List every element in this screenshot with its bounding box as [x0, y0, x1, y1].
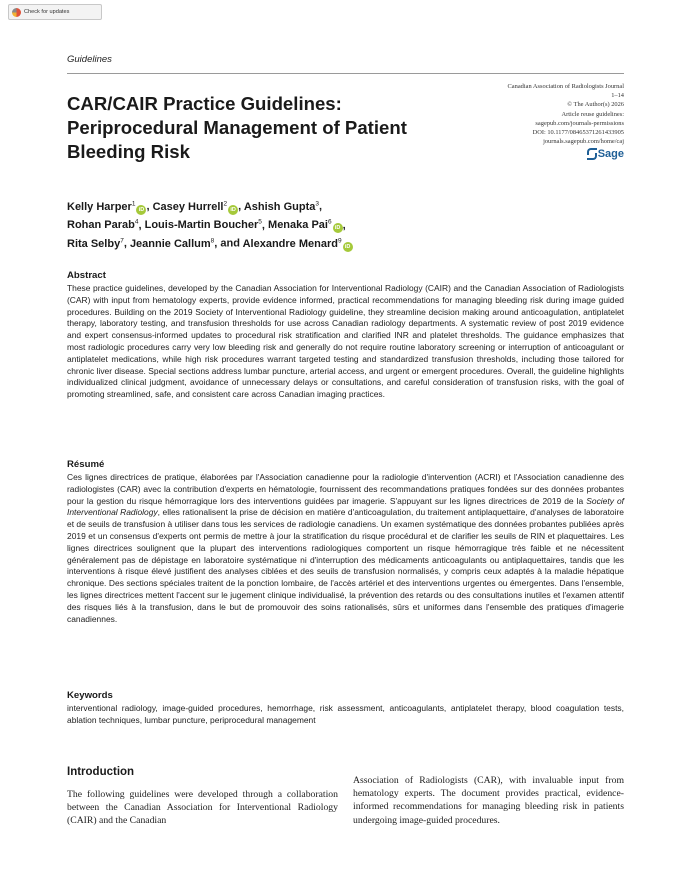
author-name: Rita Selby — [67, 237, 121, 250]
reuse-link[interactable]: sagepub.com/journals-permissions — [535, 119, 624, 127]
author-name: Casey Hurrell — [152, 200, 224, 213]
author-affiliation: 5 — [258, 218, 262, 226]
author-name: Alexandre Menard — [242, 237, 338, 250]
article-title: CAR/CAIR Practice Guidelines: Periprocedural Management of Patient Bleeding Risk — [67, 93, 407, 162]
author — [244, 201, 319, 213]
keywords-text: interventional radiology, image-guided procedures, hemorrhage, risk assessment, anticoagulants, antiplatelet therapy, blood coagulation tests, ablation techniques, lumbar puncture, periprocedural management — [67, 703, 624, 725]
orcid-icon[interactable]: iD — [333, 223, 343, 233]
author — [268, 219, 343, 231]
author-affiliation: 7 — [120, 237, 124, 245]
resume-text — [67, 472, 624, 625]
copyright: © The Author(s) 2026 — [567, 101, 624, 109]
author-name: Menaka Pai — [268, 219, 328, 232]
resume-text-italic: Society of Interventional Radiology — [67, 495, 625, 518]
author-affiliation: 4 — [134, 218, 139, 226]
author — [130, 238, 214, 250]
author-affiliation: 2 — [223, 200, 228, 207]
author — [67, 201, 146, 213]
author — [243, 238, 353, 250]
journal-name: Canadian Association of Radiologists Journal — [507, 83, 624, 90]
author-affiliation: 6 — [327, 218, 332, 226]
orcid-icon[interactable]: iD — [343, 242, 353, 252]
check-updates-icon — [12, 8, 21, 17]
sage-logo — [586, 148, 624, 160]
author-name: Jeannie Callum — [129, 237, 211, 250]
introduction-column-2: Association of Radiologists (CAR), with invaluable input from hematology experts. The document provides practical, evidence-informed recommendations for managing bleeding risk in patients undergoing image-guided procedures. — [353, 775, 624, 826]
introduction-heading: Introduction — [67, 766, 135, 778]
author — [145, 219, 262, 231]
author-name: Ashish Gupta — [243, 200, 316, 213]
author — [67, 238, 124, 250]
header-divider — [67, 73, 624, 74]
check-for-updates-label: Check for updates — [24, 9, 70, 15]
sage-s-icon — [586, 148, 596, 160]
author-affiliation: 8 — [210, 237, 215, 245]
author-list: Kelly Harper$^1$iD , Casey Hurrell$^2$iD , Ashish Gupta$^3$, Rohan Parab$^4$, Louis-Martin Boucher$^5$, Menaka Pai$^6$iD , Rita Selby$^7$, Jeannie Callum$^8$, and Alexandre Menard$^9$iD — [67, 196, 467, 252]
author — [153, 201, 239, 213]
reuse-label: Article reuse guidelines: — [561, 110, 624, 118]
journal-link[interactable]: journals.sagepub.com/home/caj — [543, 138, 624, 146]
doi-link[interactable]: DOI: 10.1177/08465371261433905 — [532, 129, 624, 137]
journal-pages: 1–14 — [611, 92, 624, 100]
resume-text-part-2: , elles rationalisent la prise de décision en matière d'anticoagulation, du traitement antiplaquettaire, d'analyses de laboratoire et de seuils de transfusion à utiliser dans tous les services de radiologie canadiens. Un examen systématique des données probantes publiées après 2019 et un consensus d'experts ont permis de mettre à jour la stratification du risque procédural et de clarifier les seuils de RIN et plaquettaires. Les lignes directrices soulignent que la plupart des interventions radiologiques comportent un risque hémorragique très faible et ne nécessitent généralement pas de dépistage en laboratoire systématique ni d'interruption des médicaments anticoagulants ou antiplaquettaires, tandis que les interventions à risque élevé justifient des analyses ciblées et des seuils de transfusion normalisés, y compris ceux adaptés à la maladie hépatique chronique. Des sections spéciales traitent de la ponction lombaire, de l'accès artériel et des interventions urgentes ou émergentes. Dans l'ensemble, les lignes directrices mettent l'accent sur le jugement clinique individualisé, la prévention des retards ou des consultations inutiles et l'examen attentif des risques liés à la transfusion, dans le but de promouvoir des soins rationalisés, sûrs et uniformes dans l'ensemble des pratiques d'imagerie canadiennes. — [67, 507, 624, 624]
orcid-icon[interactable]: iD — [228, 205, 238, 215]
author-name: Louis-Martin Boucher — [144, 219, 259, 232]
author-affiliation: 1 — [131, 200, 136, 207]
abstract-text: These practice guidelines, developed by the Canadian Association for Interventional Radiology (CAIR) and the Canadian Association of Radiologists (CAR) with input from hematology experts, provide evidence informed, practical recommendations for managing bleeding risk during image guided procedures. Building on the 2019 Society of Interventional Radiology guideline, they streamline decision making around anticoagulation, antiplatelet therapy, laboratory testing, and transfusion thresholds for use across Canadian radiology departments. A systematic review of post 2019 evidence and expert consensus-informed updates to procedural risk stratification and clarified INR and platelet thresholds. The guidance emphasizes that most radiologic procedures carry very low bleeding risk and generally do not require routine laboratory screening or interruption of anticoagulant or antiplatelet medications, while high risk procedures warrant targeted testing and standardized transfusion thresholds, including those tailored for chronic liver disease. Special sections address lumbar puncture, arterial access, and urgent or emergent procedures. Overall, the guideline highlights individualized clinical judgment, avoidance of unnecessary delays or consultations, and careful consideration of transfusion risks, with the goal of promoting streamlined, safe, and consistent care across Canadian imaging practices. — [67, 283, 624, 400]
abstract-heading: Abstract — [67, 270, 106, 281]
check-for-updates-button[interactable] — [8, 4, 102, 20]
author-affiliation: 3 — [315, 200, 319, 207]
keywords-heading: Keywords — [67, 690, 113, 701]
resume-text-part-1: Ces lignes directrices de pratique, élaborées par l'Association canadienne pour la radiologie d'intervention (ACRI) et l'Association canadienne des radiologistes (CAR) avec la contribution d'experts en hématologie, fournissent des recommandations pratiques fondées sur des données probantes pour la gestion du risque hémorragique lors des interventions guidées par imagerie. S'appuyant sur les lignes directrices de 2019 de la — [67, 472, 624, 506]
introduction-column-1: The following guidelines were developed through a collaboration between the Canadian Association for Interventional Radiology (CAIR) and the Canadian — [67, 789, 338, 827]
journal-meta — [454, 82, 624, 164]
section-label: Guidelines — [67, 54, 112, 65]
author — [67, 219, 138, 231]
author-affiliation: 9 — [337, 237, 342, 245]
sage-logo-text: Sage — [597, 147, 624, 160]
author-name: Rohan Parab — [67, 219, 135, 232]
resume-heading: Résumé — [67, 459, 105, 470]
orcid-icon[interactable]: iD — [136, 205, 146, 215]
author-name: Kelly Harper — [67, 200, 132, 213]
